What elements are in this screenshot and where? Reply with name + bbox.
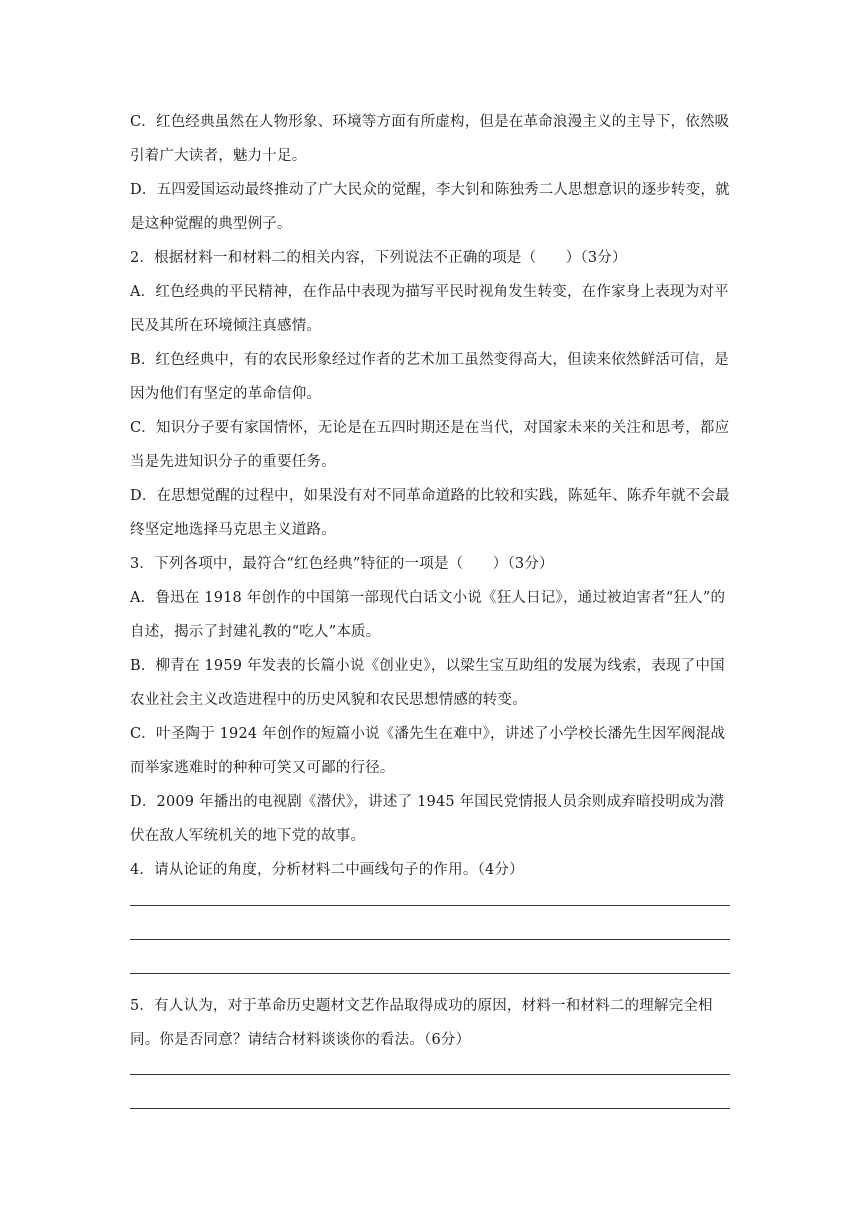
q2-option-d: D．在思想觉醒的过程中，如果没有对不同革命道路的比较和实践，陈延年、陈乔年就不会最终坚定地选择马克思主义道路。 [130, 488, 730, 538]
q2-option-a: A．红色经典的平民精神，在作品中表现为描写平民时视角发生转变，在作家身上表现为对平民及其所在环境倾注真感情。 [130, 284, 729, 334]
question-5-stem: 5．有人认为，对于革命历史题材文艺作品取得成功的原因，材料一和材料二的理解完全相同。你是否同意？请结合材料谈谈你的看法。（6分） [130, 998, 713, 1048]
q3-option-d: D．2009 年播出的电视剧《潜伏》，讲述了 1945 年国民党情报人员余则成弃暗投明成为潜伏在敌人军统机关的地下党的故事。 [130, 794, 725, 844]
q2-option-b: B．红色经典中，有的农民形象经过作者的艺术加工虽然变得高大，但读来依然鲜活可信，是因为他们有坚定的革命信仰。 [130, 352, 729, 402]
q5-answer-line[interactable] [130, 1074, 730, 1075]
question-2-stem: 2．根据材料一和材料二的相关内容，下列说法不正确的项是（ ）（3分） [130, 250, 627, 266]
q4-answer-line[interactable] [130, 939, 730, 940]
q5-answer-line[interactable] [130, 1108, 730, 1109]
question-3-stem: 3．下列各项中，最符合“红色经典”特征的一项是（ ）（3分） [130, 556, 554, 572]
q3-option-b: B．柳青在 1959 年发表的长篇小说《创业史》，以梁生宝互助组的发展为线索，表现了中国农业社会主义改造进程中的历史风貌和农民思想情感的转变。 [130, 658, 725, 708]
q1-option-c: C．红色经典虽然在人物形象、环境等方面有所虚构，但是在革命浪漫主义的主导下，依然吸引着广大读者，魅力十足。 [130, 114, 730, 164]
question-4-stem: 4．请从论证的角度，分析材料二中画线句子的作用。（4分） [130, 862, 524, 878]
q3-option-c: C．叶圣陶于 1924 年创作的短篇小说《潘先生在难中》，讲述了小学校长潘先生因军阀混战而举家逃难时的种种可笑又可鄙的行径。 [130, 726, 726, 776]
q3-option-a: A．鲁迅在 1918 年创作的中国第一部现代白话文小说《狂人日记》，通过被迫害者“狂人”的自述，揭示了封建礼教的“吃人”本质。 [130, 590, 726, 640]
q4-answer-line[interactable] [130, 905, 730, 906]
q1-option-d: D．五四爱国运动最终推动了广大民众的觉醒，李大钊和陈独秀二人思想意识的逐步转变，就是这种觉醒的典型例子。 [130, 182, 730, 232]
q4-answer-line[interactable] [130, 973, 730, 974]
q2-option-c: C．知识分子要有家国情怀，无论是在五四时期还是在当代，对国家未来的关注和思考，都应当是先进知识分子的重要任务。 [130, 420, 730, 470]
